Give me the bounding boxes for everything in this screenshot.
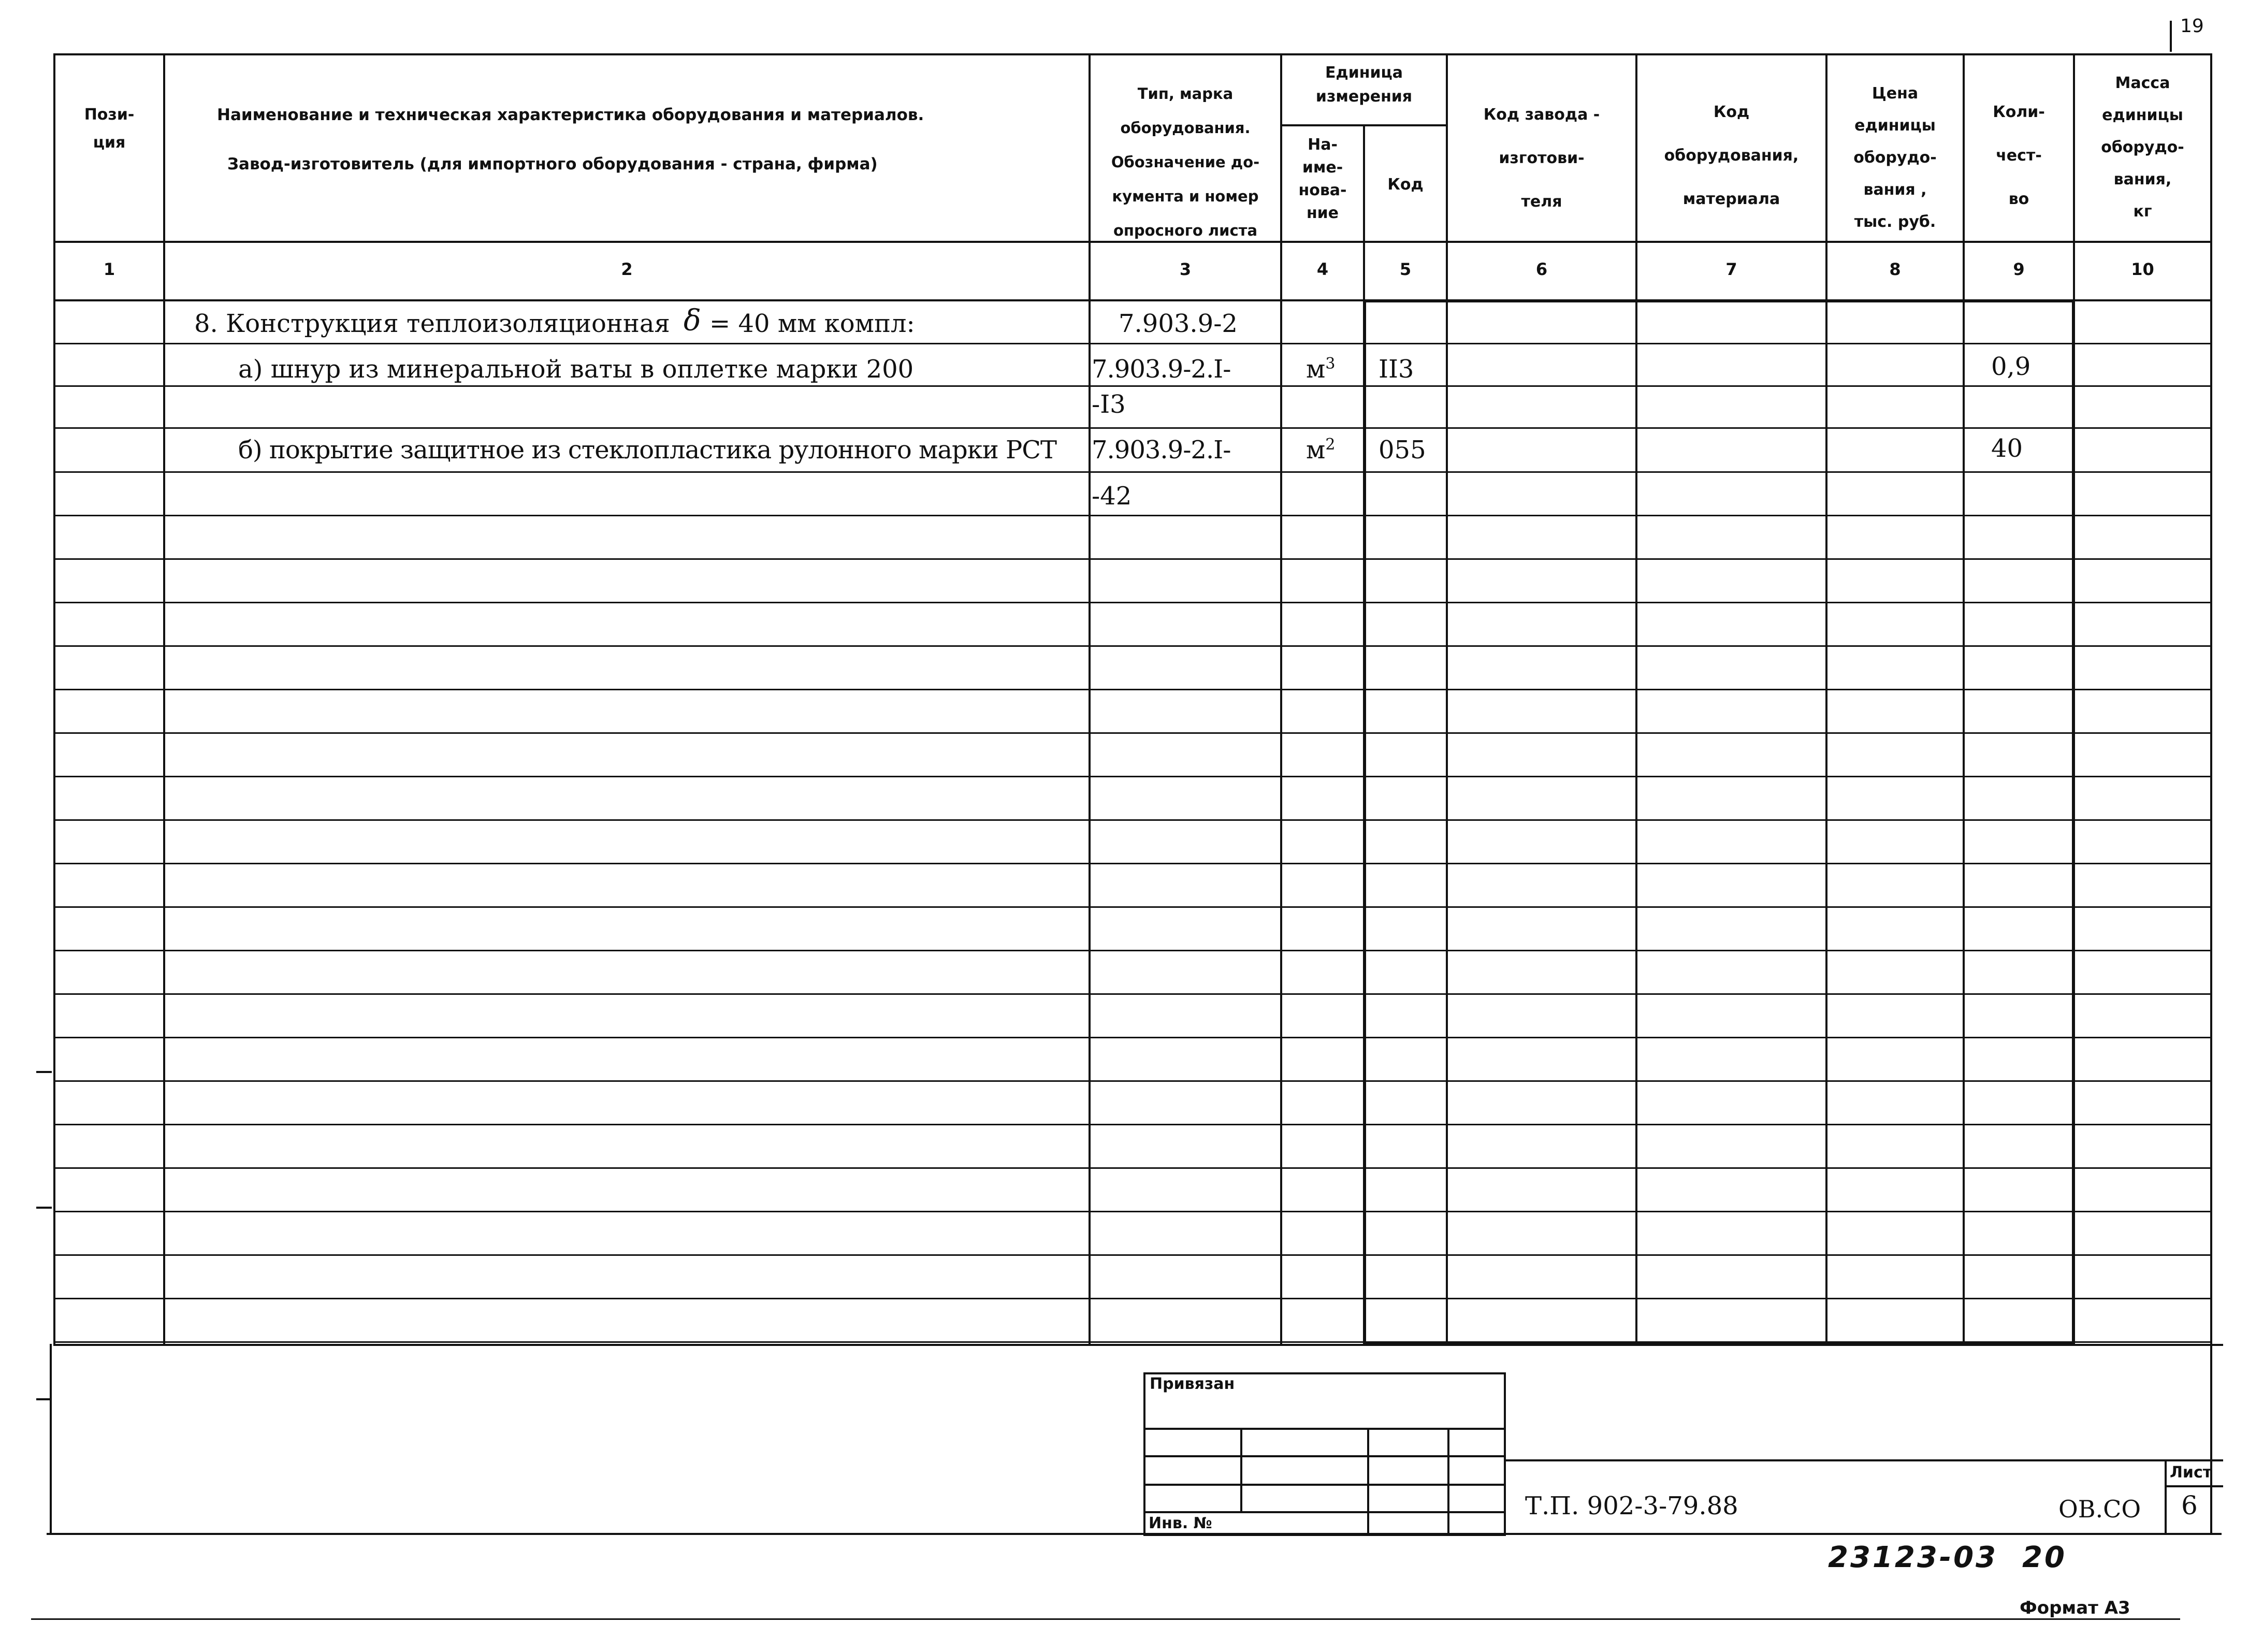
stamp-line-4 [1143,1511,1506,1513]
colnum-9: 9 [2013,259,2025,279]
left-edge-lower [50,1344,52,1534]
col-line-1 [163,53,165,1345]
header-mass: Масса единицы оборудо- вания, кг [2101,74,2184,221]
header-factory-code: Код завода - изготови- теля [1483,106,1600,211]
unit-exponent: 2 [1325,436,1336,454]
sheet-label: Лист [2170,1463,2212,1482]
stamp-col-1 [1240,1428,1242,1511]
header-unit-code: Код [1387,176,1424,194]
table-row-unit [1306,355,1335,384]
thickness-value: = 40 мм компл: [709,309,915,338]
colnum-8: 8 [1889,259,1901,279]
colnum-2: 2 [621,259,633,279]
header-equipment-code: Код оборудования, материала [1664,103,1799,208]
handwritten-number: 23123-03 20 [1828,1541,2067,1574]
table-row-code: II3 [1379,355,1414,384]
table-row-name: б) покрытие защитное из стеклопластика рулонного марки РСТ [238,436,1057,465]
sheet-col-line [2165,1459,2167,1534]
title-main-line [1506,1459,2223,1461]
stamp-line-3 [1143,1484,1506,1486]
corner-tick [2170,21,2172,52]
stamp-line-1 [1143,1428,1506,1430]
header-type: Тип, марка оборудования. Обозначение до- кумента и номер опросного листа [1111,85,1260,239]
document-designation: Т.П. 902-3-79.88 [1525,1491,1738,1520]
delta-symbol: δ [684,304,701,338]
stamp-col-3 [1447,1428,1449,1536]
header-name-line1: Наименование и техническая характеристика оборудования и материалов. [217,106,924,124]
colnum-6: 6 [1535,259,1548,279]
table-row-doc: 7.903.9-2.I- [1092,436,1231,465]
frame-top [53,53,2211,55]
stamp-col-2 [1367,1428,1369,1536]
bottom-rule [31,1618,2180,1620]
header-quantity: Коли- чест- во [1993,103,2045,208]
page-bottom-line [47,1533,2222,1535]
colnum-10: 10 [2131,259,2154,279]
header-name-line2: Завод-изготовитель (для импортного оборудования - страна, фирма) [227,155,878,173]
colnum-4: 4 [1316,259,1329,279]
header-position: Пози- ция [84,106,135,152]
colnum-1: 1 [103,259,115,279]
unit-exponent: 3 [1325,355,1336,373]
unit-text: м [1306,355,1326,384]
table-row-unit [1306,436,1335,465]
sheet-label-line [2165,1485,2223,1487]
page-corner-number: 19 [2180,16,2204,33]
bound-label: Привязан [1150,1375,1235,1393]
table-row-qty: 40 [1991,434,2023,463]
unit-text: м [1306,436,1326,465]
col-line-0 [53,53,55,1345]
stamp-line-2 [1143,1455,1506,1457]
col-line-3 [1280,53,1282,1345]
header-price: Цена единицы оборудо- вания , тыс. руб. [1853,84,1937,231]
section-code: ОВ.СО [2058,1495,2141,1523]
margin-tick-2 [36,1207,52,1209]
colnum-5: 5 [1399,259,1412,279]
colnum-3: 3 [1179,259,1192,279]
inventory-label: Инв. № [1149,1514,1212,1532]
margin-tick-1 [36,1071,52,1073]
format-label: Формат А3 [2020,1598,2130,1618]
table-row-qty: 0,9 [1991,352,2031,381]
table-row-doc-cont: -I3 [1092,390,1126,419]
table-row-doc: 7.903.9-2.I- [1092,355,1231,384]
margin-tick-3 [36,1398,52,1400]
header-unit-name: На- име- нова- ние [1298,136,1347,222]
table-row-code: 055 [1379,436,1426,465]
col-line-10 [2210,53,2212,1534]
table-row-doc-cont: -42 [1092,482,1132,511]
table-row-name: а) шнур из минеральной ваты в оплетке марки 200 [238,355,914,384]
bold-frame [1363,299,2075,1345]
table-row-name: 8. Конструкция теплоизоляционная [194,309,670,338]
header-unit: Единица измерения [1315,64,1413,106]
sheet-number: 6 [2181,1490,2198,1520]
table-row-doc: 7.903.9-2 [1119,309,1238,338]
colnum-7: 7 [1725,259,1737,279]
